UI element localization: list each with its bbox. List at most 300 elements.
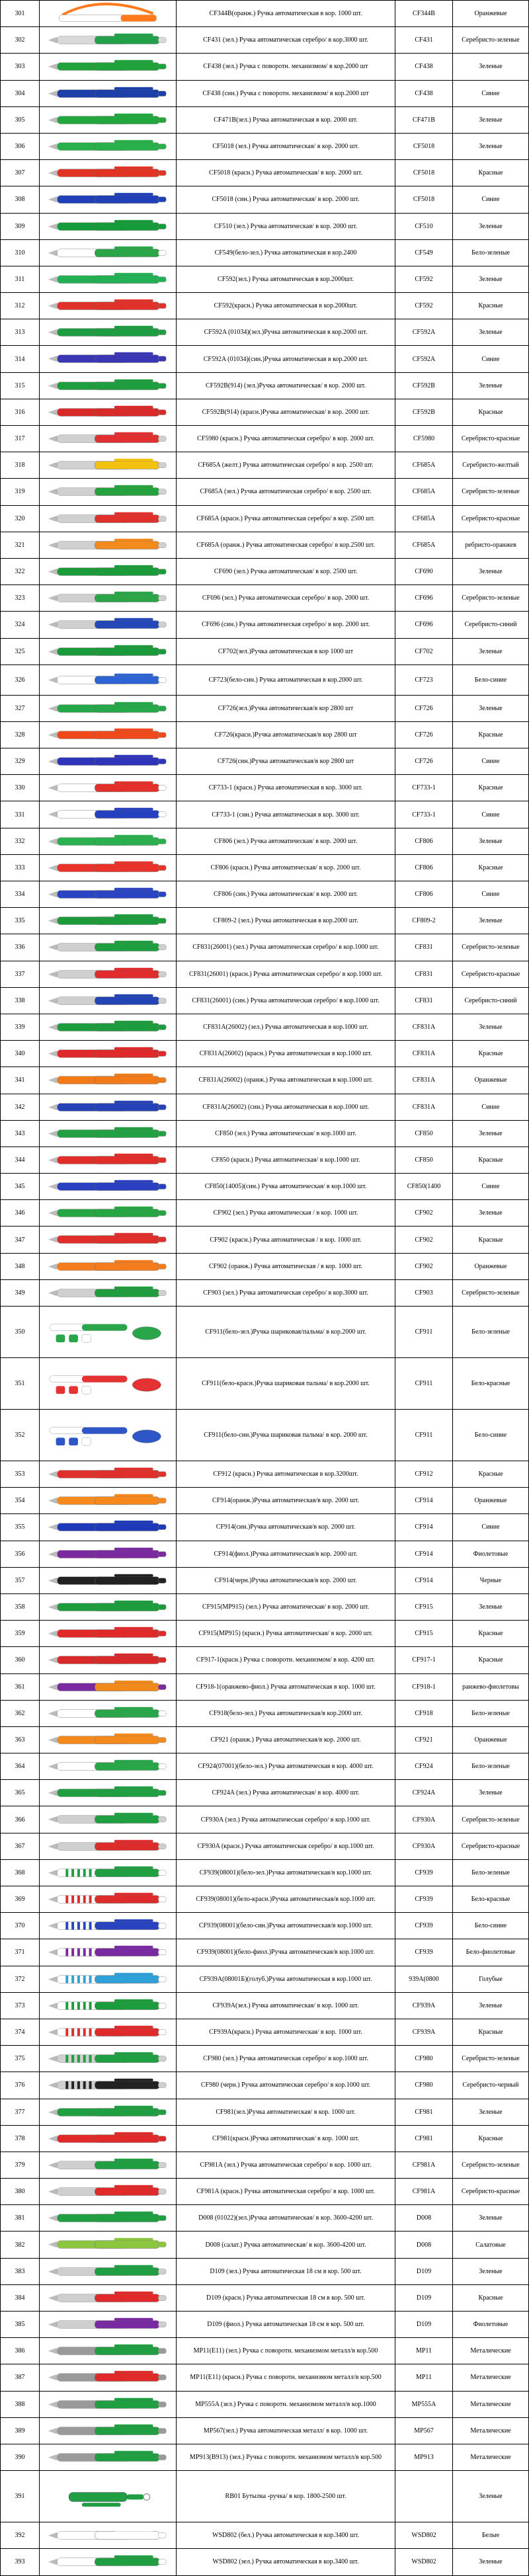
product-description: CF438 (зел.) Ручка с поворотн. механизмом/ в кор.2000 шт — [177, 54, 395, 80]
pen-icon — [43, 1514, 173, 1540]
product-color: Бело-зеленые — [453, 1753, 529, 1780]
product-color: Зеленые — [453, 1014, 529, 1040]
row-number: 323 — [1, 585, 40, 612]
pen-icon — [43, 1254, 173, 1279]
product-image — [40, 1806, 177, 1833]
product-description: CF850 (зел.) Ручка автоматическая/ в кор.1000 шт. — [177, 1120, 395, 1147]
product-description: CF903 (зел.) Ручка автоматическая серебро/ в кор.3000 шт. — [177, 1279, 395, 1306]
product-code: CF702 — [395, 638, 453, 664]
row-number: 392 — [1, 2522, 40, 2549]
product-image — [40, 1859, 177, 1886]
product-image — [40, 372, 177, 399]
pen-icon — [43, 1488, 173, 1513]
product-row — [1, 2391, 529, 2417]
product-color: Серебристо-зеленые — [453, 585, 529, 612]
product-image — [40, 106, 177, 133]
pen-icon — [43, 961, 173, 987]
product-row — [1, 2152, 529, 2178]
pen-icon — [43, 1041, 173, 1067]
product-color: Бело-синие — [453, 1410, 529, 1461]
product-row — [1, 319, 529, 346]
product-color: Серебристо-зеленые — [453, 2152, 529, 2178]
row-number: 375 — [1, 2046, 40, 2072]
product-code: CF939A — [395, 2019, 453, 2045]
product-description: CF981(зел.)Ручка автоматическая/ в кор. 1000 шт. — [177, 2099, 395, 2125]
pen-icon — [43, 585, 173, 611]
pen-icon — [43, 1067, 173, 1093]
product-color: Бело-красные — [453, 1886, 529, 1913]
product-color: Зеленые — [453, 54, 529, 80]
pen-icon — [43, 748, 173, 774]
product-color: Серебристо-зеленые — [453, 2046, 529, 2072]
product-row — [1, 1593, 529, 1620]
pen-icon — [43, 266, 173, 292]
product-description: CF939(08001)(бело-красн.)Ручка автоматическая/в кор.1000 шт. — [177, 1886, 395, 1913]
product-row — [1, 987, 529, 1014]
row-number: 381 — [1, 2205, 40, 2232]
pen-icon — [43, 1461, 173, 1487]
product-row — [1, 1253, 529, 1279]
product-image — [40, 1410, 177, 1461]
product-row — [1, 828, 529, 854]
product-image — [40, 1488, 177, 1514]
product-color: Синие — [453, 748, 529, 775]
product-color: Зеленые — [453, 319, 529, 346]
pen-icon — [43, 1913, 173, 1939]
pen-icon — [43, 1147, 173, 1173]
product-code: WSD802 — [395, 2522, 453, 2549]
product-code: MP567 — [395, 2417, 453, 2444]
product-code: CF930A — [395, 1806, 453, 1833]
row-number: 303 — [1, 54, 40, 80]
product-color: Черные — [453, 1567, 529, 1593]
product-color: ребристо-оранжев — [453, 532, 529, 558]
product-row — [1, 186, 529, 213]
pen-icon — [43, 1674, 173, 1700]
product-color: Синие — [453, 1094, 529, 1120]
product-description: CF471B(зел.) Ручка автоматическая в кор. 2000 шт. — [177, 106, 395, 133]
product-image — [40, 133, 177, 159]
product-image — [40, 2444, 177, 2470]
pen-icon — [43, 1, 173, 26]
product-code: CF831 — [395, 934, 453, 961]
product-image — [40, 828, 177, 854]
product-color: Зеленые — [453, 638, 529, 664]
product-image — [40, 1461, 177, 1488]
product-row — [1, 1621, 529, 1647]
product-code: CF733-1 — [395, 775, 453, 801]
product-code: CF592 — [395, 266, 453, 292]
product-row — [1, 612, 529, 638]
product-row — [1, 775, 529, 801]
product-image — [40, 1647, 177, 1673]
product-image — [40, 213, 177, 239]
pen-icon — [43, 1806, 173, 1832]
product-code: CF831A — [395, 1014, 453, 1040]
product-color: Зеленые — [453, 695, 529, 721]
product-image — [40, 2072, 177, 2099]
row-number: 338 — [1, 987, 40, 1014]
product-color: Серебристо-красные — [453, 961, 529, 987]
product-code: D109 — [395, 2312, 453, 2338]
product-description: CF914(фиол.)Ручка автоматическая/в кор. 2000 шт. — [177, 1541, 395, 1567]
row-number: 352 — [1, 1410, 40, 1461]
product-color: Оранжевые — [453, 1488, 529, 1514]
product-image — [40, 1700, 177, 1726]
product-image — [40, 612, 177, 638]
product-description: CF733-1 (красн.) Ручка автоматическая в кор. 3000 шт. — [177, 775, 395, 801]
product-description: CF939A(08001Б)(голуб.)Ручка автоматическая в кор.1000 шт. — [177, 1966, 395, 1992]
pen-icon — [43, 160, 173, 186]
product-code: CF917-1 — [395, 1647, 453, 1673]
pen-icon — [43, 1701, 173, 1726]
pen-icon — [43, 722, 173, 748]
product-description: CF911(бело-красн.)Ручка шариковая пальма/ в кор.2000 шт. — [177, 1358, 395, 1410]
row-number: 308 — [1, 186, 40, 213]
product-row — [1, 2444, 529, 2470]
product-color: Бело-зеленые — [453, 239, 529, 266]
product-color: Серебристо-синий — [453, 987, 529, 1014]
product-row — [1, 1567, 529, 1593]
product-code: CF850 — [395, 1120, 453, 1147]
product-color: Серебристо-красные — [453, 2179, 529, 2205]
pen-icon — [43, 2046, 173, 2072]
pen-icon — [43, 1541, 173, 1567]
row-number: 366 — [1, 1806, 40, 1833]
pen-icon — [43, 134, 173, 159]
product-image — [40, 1514, 177, 1541]
product-color: Фиолетовые — [453, 1541, 529, 1567]
row-number: 368 — [1, 1859, 40, 1886]
product-description: D008 (01022)(зел.)Ручка автоматическая/ в кор. 3600-4200 шт. — [177, 2205, 395, 2232]
product-color: Красные — [453, 160, 529, 186]
product-color: Зеленые — [453, 133, 529, 159]
product-description: CF806 (син.) Ручка автоматическая/ в кор. 2000 шт. — [177, 881, 395, 908]
product-row — [1, 452, 529, 479]
pen-icon — [43, 988, 173, 1014]
product-color: Зеленые — [453, 1120, 529, 1147]
pen-icon — [43, 2392, 173, 2417]
product-color: Красные — [453, 399, 529, 425]
pen-icon — [43, 559, 173, 584]
product-color: Металические — [453, 2338, 529, 2364]
product-image — [40, 775, 177, 801]
product-image — [40, 2099, 177, 2125]
product-description: CF918-1(оранжево-фиол.) Ручка автоматическая в кор. 1000 шт. — [177, 1673, 395, 1700]
row-number: 316 — [1, 399, 40, 425]
pen-icon — [43, 934, 173, 960]
product-description: CF831A(26002) (красн.) Ручка автоматическая в кор.1000 шт. — [177, 1041, 395, 1067]
product-row — [1, 293, 529, 319]
row-number: 389 — [1, 2417, 40, 2444]
product-row — [1, 266, 529, 292]
product-code: CF921 — [395, 1726, 453, 1753]
product-image — [40, 293, 177, 319]
pen-icon — [43, 1280, 173, 1306]
product-code: CF5980 — [395, 426, 453, 452]
product-description: CF831A(26002) (зел.) Ручка автоматическая в кор.1000 шт. — [177, 1014, 395, 1040]
product-image — [40, 426, 177, 452]
row-number: 382 — [1, 2232, 40, 2258]
product-image — [40, 854, 177, 881]
product-code: CF902 — [395, 1200, 453, 1227]
product-description: CF980 (черн.) Ручка автоматическая серебро/ в кор.1000 шт. — [177, 2072, 395, 2099]
pen-icon — [43, 1227, 173, 1252]
pen-icon — [43, 1780, 173, 1806]
product-image — [40, 695, 177, 721]
pen-icon — [43, 2522, 173, 2548]
product-image — [40, 1833, 177, 1859]
product-image — [40, 1913, 177, 1939]
row-number: 351 — [1, 1358, 40, 1410]
product-description: CF431 (зел.) Ручка автоматическая серебро/ в кор.3000 шт. — [177, 27, 395, 54]
product-image — [40, 1094, 177, 1120]
product-code: CF690 — [395, 558, 453, 584]
product-description: CF5018 (зел.) Ручка автоматическая/ в кор. 2000 шт. — [177, 133, 395, 159]
product-code: D008 — [395, 2205, 453, 2232]
product-image — [40, 2522, 177, 2549]
row-number: 301 — [1, 1, 40, 27]
product-code: D008 — [395, 2232, 453, 2258]
product-image — [40, 721, 177, 748]
row-number: 388 — [1, 2391, 40, 2417]
product-row — [1, 1673, 529, 1700]
row-number: 305 — [1, 106, 40, 133]
product-image — [40, 1593, 177, 1620]
product-row — [1, 1200, 529, 1227]
product-image — [40, 908, 177, 934]
row-number: 320 — [1, 505, 40, 532]
pen-icon — [43, 373, 173, 399]
product-row — [1, 1279, 529, 1306]
product-image — [40, 1673, 177, 1700]
product-description: CF981A (зел.) Ручка автоматическая серебро/ в кор. 1000 шт. — [177, 2152, 395, 2178]
product-description: CF914(черн.)Ручка автоматическая/в кор. 2000 шт. — [177, 1567, 395, 1593]
product-row — [1, 664, 529, 695]
product-code: D109 — [395, 2258, 453, 2284]
product-row — [1, 2232, 529, 2258]
pen-icon — [43, 27, 173, 53]
row-number: 341 — [1, 1067, 40, 1094]
product-code: CF924 — [395, 1753, 453, 1780]
row-number: 322 — [1, 558, 40, 584]
product-row — [1, 1, 529, 27]
row-number: 321 — [1, 532, 40, 558]
product-color: Зеленые — [453, 828, 529, 854]
product-row — [1, 372, 529, 399]
product-color: Красные — [453, 854, 529, 881]
product-image — [40, 1567, 177, 1593]
product-image — [40, 1780, 177, 1806]
product-description: CF939A(зел.) Ручка автоматическая/ в кор. 1000 шт. — [177, 1992, 395, 2019]
row-number: 383 — [1, 2258, 40, 2284]
row-number: 359 — [1, 1621, 40, 1647]
product-color: Красные — [453, 2019, 529, 2045]
pen-icon — [43, 107, 173, 133]
product-description: CF850 (красн.) Ручка автоматическая/ в кор.1000 шт. — [177, 1147, 395, 1173]
product-description: CF831(26001) (зел.) Ручка автоматическая серебро/ в кор.1000 шт. — [177, 934, 395, 961]
product-description: CF981(красн.)Ручка автоматическая/ в кор. 1000 шт. — [177, 2125, 395, 2152]
product-row — [1, 479, 529, 505]
product-color: Бело-красные — [453, 1358, 529, 1410]
product-row — [1, 426, 529, 452]
product-description: CF592A (01034)(син.)Ручка автоматическая в кор.2000 шт. — [177, 346, 395, 372]
pen-icon — [43, 801, 173, 827]
product-image — [40, 2232, 177, 2258]
product-description: CF510 (зел.) Ручка автоматическая/ в кор. 2000 шт. — [177, 213, 395, 239]
pen-icon — [43, 1939, 173, 1965]
pen-icon — [43, 399, 173, 425]
product-image — [40, 1014, 177, 1040]
row-number: 390 — [1, 2444, 40, 2470]
pen-set-icon — [43, 1410, 173, 1461]
product-color: Белые — [453, 2522, 529, 2549]
pen-icon — [43, 2099, 173, 2125]
product-row — [1, 1174, 529, 1200]
row-number: 360 — [1, 1647, 40, 1673]
product-color: Зеленые — [453, 372, 529, 399]
product-color: Красные — [453, 1041, 529, 1067]
product-image — [40, 2179, 177, 2205]
product-image — [40, 532, 177, 558]
product-code: CF5018 — [395, 160, 453, 186]
product-color: Красные — [453, 2284, 529, 2311]
pen-icon — [43, 2444, 173, 2470]
product-rows — [1, 1, 529, 2576]
product-color: Серебристо-зеленые — [453, 934, 529, 961]
product-color: Оранжевые — [453, 1726, 529, 1753]
product-code: MP555A — [395, 2391, 453, 2417]
row-number: 302 — [1, 27, 40, 54]
product-code: CF939 — [395, 1886, 453, 1913]
pen-icon — [43, 2259, 173, 2284]
product-code: CF939A — [395, 1992, 453, 2019]
row-number: 313 — [1, 319, 40, 346]
row-number: 314 — [1, 346, 40, 372]
product-description: CF831A(26002) (оранж.) Ручка автоматическая в кор.1000 шт. — [177, 1067, 395, 1094]
product-image — [40, 479, 177, 505]
product-code: CF685A — [395, 505, 453, 532]
product-code: CF850(1400 — [395, 1174, 453, 1200]
product-description: CF438 (син.) Ручка с поворотн. механизмом/ в кор.2000 шт — [177, 80, 395, 106]
product-code: CF510 — [395, 213, 453, 239]
row-number: 315 — [1, 372, 40, 399]
row-number: 310 — [1, 239, 40, 266]
pen-icon — [43, 2179, 173, 2204]
product-image — [40, 399, 177, 425]
product-image — [40, 1621, 177, 1647]
product-color: Синие — [453, 80, 529, 106]
product-code: CF344B — [395, 1, 453, 27]
product-code: CF924A — [395, 1780, 453, 1806]
product-color: Красные — [453, 1147, 529, 1173]
row-number: 361 — [1, 1673, 40, 1700]
product-row — [1, 881, 529, 908]
row-number: 379 — [1, 2152, 40, 2178]
pen-icon — [43, 1014, 173, 1040]
product-description: CF806 (красн.) Ручка автоматическая/ в кор. 2000 шт. — [177, 854, 395, 881]
product-image — [40, 346, 177, 372]
product-code: CF981A — [395, 2179, 453, 2205]
pen-icon — [43, 1200, 173, 1226]
product-image — [40, 2258, 177, 2284]
product-code: CF981 — [395, 2099, 453, 2125]
product-image — [40, 961, 177, 987]
product-description: CF924(07001)(бело-зел.) Ручка автоматическая в кор. 4000 шт. — [177, 1753, 395, 1780]
product-row — [1, 721, 529, 748]
product-color: Серебристо-зеленые — [453, 1279, 529, 1306]
row-number: 337 — [1, 961, 40, 987]
product-description: CF930A (зел.) Ручка автоматическая серебро/ в кор.1000 шт. — [177, 1806, 395, 1833]
row-number: 327 — [1, 695, 40, 721]
product-row — [1, 1913, 529, 1939]
product-description: CF981A (красн.) Ручка автоматическая серебро/ в кор. 1000 шт. — [177, 2179, 395, 2205]
product-color: Зеленые — [453, 2099, 529, 2125]
product-image — [40, 881, 177, 908]
product-image — [40, 1279, 177, 1306]
product-description: CF806 (зел.) Ручка автоматическая/ в кор. 2000 шт. — [177, 828, 395, 854]
pen-icon — [43, 2338, 173, 2364]
row-number: 354 — [1, 1488, 40, 1514]
product-image — [40, 2152, 177, 2178]
product-row — [1, 748, 529, 775]
product-code: CF592B — [395, 399, 453, 425]
product-color: Оранжевые — [453, 1067, 529, 1094]
product-code: CF939 — [395, 1939, 453, 1966]
product-row — [1, 2179, 529, 2205]
product-color: Синие — [453, 186, 529, 213]
product-color: Синие — [453, 1174, 529, 1200]
row-number: 339 — [1, 1014, 40, 1040]
product-image — [40, 1, 177, 27]
pen-icon — [43, 1886, 173, 1912]
row-number: 346 — [1, 1200, 40, 1227]
product-description: CF930A (красн.) Ручка автоматическая серебро/ в кор.1000 шт. — [177, 1833, 395, 1859]
row-number: 347 — [1, 1227, 40, 1253]
product-description: CF5980 (красн.) Ручка автоматическая серебро/ в кор. 2000 шт. — [177, 426, 395, 452]
product-code: CF831A — [395, 1094, 453, 1120]
product-image — [40, 1227, 177, 1253]
row-number: 328 — [1, 721, 40, 748]
product-row — [1, 1067, 529, 1094]
product-row — [1, 1780, 529, 1806]
product-row — [1, 399, 529, 425]
product-code: CF911 — [395, 1307, 453, 1358]
product-description: CF685A (зел.) Ручка автоматическая серебро/ в кор. 2500 шт. — [177, 479, 395, 505]
row-number: 370 — [1, 1913, 40, 1939]
product-code: CF471B — [395, 106, 453, 133]
row-number: 376 — [1, 2072, 40, 2099]
product-code: CF831 — [395, 987, 453, 1014]
product-description: CF592B(914) (зел.)Ручка автоматическая/ в кор. 2000 шт. — [177, 372, 395, 399]
row-number: 324 — [1, 612, 40, 638]
pen-icon — [43, 426, 173, 452]
product-row — [1, 961, 529, 987]
product-code: CF939 — [395, 1913, 453, 1939]
product-row — [1, 213, 529, 239]
product-description: MP567(зел.) Ручка автоматическая металл/ в кор. 1000 шт. — [177, 2417, 395, 2444]
product-description: D008 (салат.) Ручка автоматическая/ в кор. 3600-4200 шт. — [177, 2232, 395, 2258]
product-code: CF5018 — [395, 186, 453, 213]
pen-icon — [43, 2549, 173, 2575]
product-code: CF914 — [395, 1488, 453, 1514]
product-image — [40, 987, 177, 1014]
product-row — [1, 1859, 529, 1886]
product-description: CF918(бело-зел.) Ручка автоматическая/в кор.2000 шт. — [177, 1700, 395, 1726]
pen-icon — [43, 775, 173, 801]
product-row — [1, 1094, 529, 1120]
pen-icon — [43, 696, 173, 721]
